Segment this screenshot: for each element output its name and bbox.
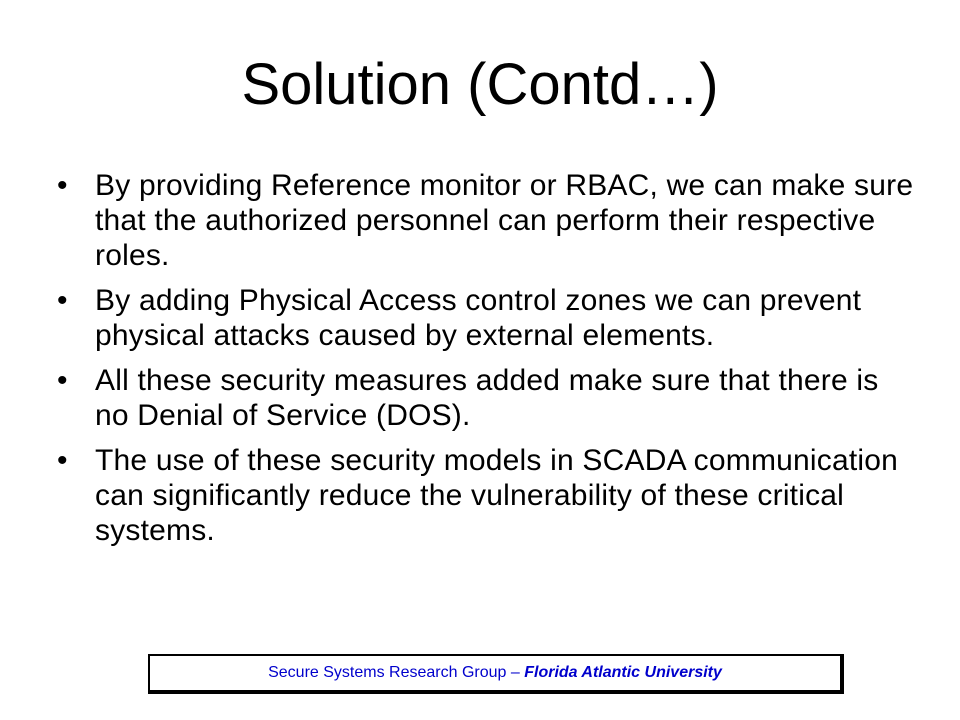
slide-title: Solution (Contd…) bbox=[241, 52, 719, 117]
bullet-item bbox=[57, 168, 917, 273]
footer-university-name: Florida Atlantic University bbox=[524, 664, 722, 681]
footer-text bbox=[268, 664, 722, 682]
bullet-list bbox=[57, 168, 917, 558]
bullet-text: By adding Physical Access control zones we can prevent physical attacks caused by external elements. bbox=[95, 284, 862, 352]
bullet-item bbox=[57, 443, 917, 548]
bullet-icon: • bbox=[57, 364, 68, 397]
footer-banner bbox=[148, 654, 844, 694]
bullet-item bbox=[57, 283, 917, 353]
bullet-icon: • bbox=[57, 169, 68, 202]
bullet-icon: • bbox=[57, 444, 68, 477]
bullet-item bbox=[57, 363, 917, 433]
bullet-text: By providing Reference monitor or RBAC, we can make sure that the authorized personnel can perform their respective roles. bbox=[95, 169, 914, 272]
footer-group-name: Secure Systems Research Group – bbox=[268, 664, 525, 681]
bullet-icon: • bbox=[57, 284, 68, 317]
bullet-text: All these security measures added make sure that there is no Denial of Service (DOS). bbox=[95, 364, 879, 432]
bullet-text: The use of these security models in SCADA communication can significantly reduce the vulnerability of these critical systems. bbox=[95, 444, 899, 547]
